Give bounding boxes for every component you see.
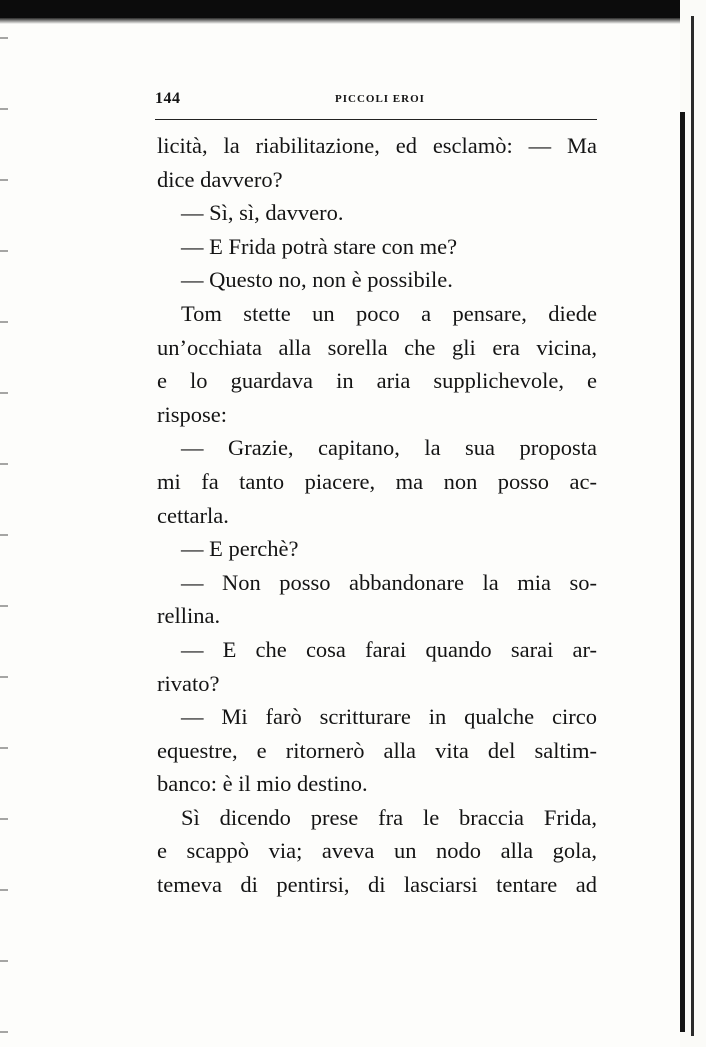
text-line: temeva di pentirsi, di lasciarsi tentare ad <box>157 872 597 898</box>
page-edge-shadow <box>680 112 685 1032</box>
text-line: banco: è il mio destino. <box>157 771 368 797</box>
scan-right-edge <box>680 0 706 1047</box>
scan-top-shadow <box>0 0 706 18</box>
text-line: e lo guardava in aria supplichevole, e <box>157 368 597 394</box>
header-rule <box>155 119 597 120</box>
text-line: — E Frida potrà stare con me? <box>181 233 458 259</box>
text-line: — Non posso abbandonare la mia so- <box>181 569 597 595</box>
text-line: rispose: <box>157 401 227 427</box>
book-binding-edge <box>691 16 694 1036</box>
body-text <box>157 129 597 902</box>
running-title: PICCOLI EROI <box>335 93 425 105</box>
page-number: 144 <box>155 90 181 107</box>
text-line: Sì dicendo prese fra le braccia Frida, <box>181 804 597 830</box>
text-line: mi fa tanto piacere, ma non posso ac- <box>157 468 597 494</box>
text-line: e scappò via; aveva un nodo alla gola, <box>157 838 597 864</box>
text-line: dice davvero? <box>157 166 283 192</box>
text-line: — Mi farò scritturare in qualche circo <box>181 704 597 730</box>
text-line: cettarla. <box>157 502 229 528</box>
text-line: — E che cosa farai quando sarai ar- <box>181 636 597 662</box>
scan-left-specks <box>0 0 8 1047</box>
text-line: equestre, e ritornerò alla vita del saltim- <box>157 737 597 763</box>
text-line: — Grazie, capitano, la sua proposta <box>181 435 597 461</box>
text-line: Tom stette un poco a pensare, diede <box>181 300 597 326</box>
text-line: rivato? <box>157 670 220 696</box>
text-line: — Questo no, non è possibile. <box>181 267 453 293</box>
text-line: licità, la riabilitazione, ed esclamò: — Ma <box>157 133 597 158</box>
text-line: rellina. <box>157 603 221 629</box>
text-line: — E perchè? <box>181 536 299 562</box>
text-line: un’occhiata alla sorella che gli era vicina, <box>157 334 597 360</box>
text-line: — Sì, sì, davvero. <box>181 200 344 226</box>
page-header <box>155 90 597 114</box>
